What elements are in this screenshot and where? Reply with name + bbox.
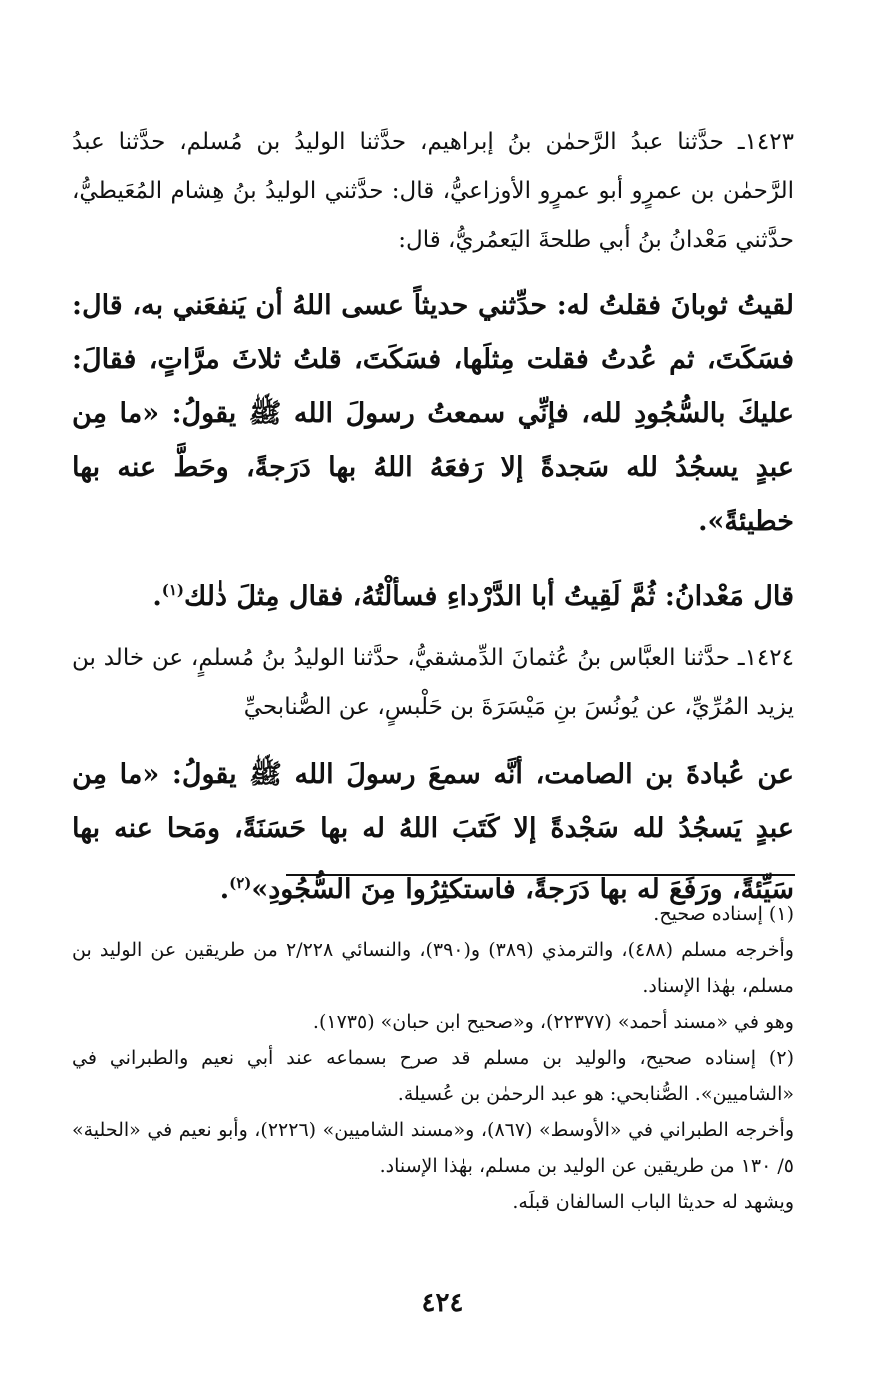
hadith-1423-matn-2-text: قال مَعْدانُ: ثُمَّ لَقِيتُ أبا الدَّرْداءِ فسألْتُهُ، فقال مِثلَ ذٰلك [184, 581, 794, 612]
footnote-divider [286, 874, 795, 876]
footnote-line: (٢) إسناده صحيح، والوليد بن مسلم قد صرح بسماعه عند أبي نعيم والطبراني في «الشاميين». الصُّنابحي: هو عبد الرحمٰن بن عُسيلة. [72, 1047, 794, 1105]
footnote-line: وهو في «مسند أحمد» (٢٢٣٧٧)، و«صحيح ابن حبان» (١٧٣٥). [312, 1011, 794, 1033]
hadith-1424-matn: عن عُبادةَ بن الصامت، أنَّه سمعَ رسولَ الله ﷺ يقولُ: «ما مِن عبدٍ يَسجُدُ لله سَجْدةً إلا كَتَبَ اللهُ له بها حَسَنَةً، ومَحا عنه بها سَيِّئةً، ورَفَعَ له بها دَرَجةً، فاستكثِرُوا مِنَ السُّجُودِ»$^{(٢)}$. [72, 759, 794, 905]
footnote-ref-2: (٢) [229, 874, 252, 892]
footnote-ref-1: (١) [161, 581, 184, 599]
hadith-1423-matn-2: قال مَعْدانُ: ثُمَّ لَقِيتُ أبا الدَّرْداءِ فسألْتُهُ، فقال مِثلَ ذٰلك$^{(١)}$. [152, 581, 794, 612]
footnote-line: وأخرجه الطبراني في «الأوسط» (٨٦٧)، و«مسند الشاميين» (٢٢٢٦)، وأبو نعيم في «الحلية» ٥/ ١٣٠ من طريقين عن الوليد بن مسلم، بهٰذا الإسناد. [72, 1119, 794, 1177]
hadith-1423-isnad: ١٤٢٣ـ حدَّثنا عبدُ الرَّحمٰن بنُ إبراهيم، حدَّثنا الوليدُ بن مُسلم، حدَّثنا عبدُ الرَّحمٰن بن عمرٍو أبو عمرٍو الأوزاعيُّ، قال: حدَّثني الوليدُ بنُ هِشام المُعَيطيُّ، حدَّثني مَعْدانُ بنُ أبي طلحةَ اليَعمُريُّ، قال: [72, 129, 794, 253]
main-text [72, 118, 794, 917]
footnote-line: ويشهد له حديثا الباب السالفان قبلَه. [512, 1191, 794, 1213]
hadith-1424-matn-text: عن عُبادةَ بن الصامت، أنَّه سمعَ رسولَ الله ﷺ يقولُ: «ما مِن عبدٍ يَسجُدُ لله سَجْدةً إلا كَتَبَ اللهُ له بها حَسَنَةً، ومَحا عنه بها سَيِّئةً، ورَفَعَ له بها دَرَجةً، فاستكثِرُوا مِنَ السُّجُودِ» [72, 759, 794, 905]
footnote-line: (١) إسناده صحيح. [653, 903, 794, 925]
page-number: ٤٢٤ [421, 1288, 464, 1318]
footnote-line: وأخرجه مسلم (٤٨٨)، والترمذي (٣٨٩) و(٣٩٠)، والنسائي ٢/٢٢٨ من طريقين عن الوليد بن مسلم، بهٰذا الإسناد. [72, 939, 794, 997]
footnotes [72, 896, 794, 1220]
hadith-1423-matn: لقيتُ ثوبانَ فقلتُ له: حدِّثني حديثاً عسى اللهُ أن يَنفعَني به، قال: فسَكَتَ، ثم عُدتُ فقلت مِثلَها، فسَكَتَ، قلتُ ثلاثَ مرَّاتٍ، فقالَ: عليكَ بالسُّجُودِ لله، فإنِّي سمعتُ رسولَ الله ﷺ يقولُ: «ما مِن عبدٍ يسجُدُ لله سَجدةً إلا رَفعَهُ اللهُ بها دَرَجةً، وحَطَّ عنه بها خطيئةً». [72, 290, 794, 537]
hadith-1424-isnad: ١٤٢٤ـ حدَّثنا العبَّاس بنُ عُثمانَ الدِّمشقيُّ، حدَّثنا الوليدُ بنُ مُسلمٍ، عن خالد بن يزيد المُرِّيِّ، عن يُونُسَ بنِ مَيْسَرَةَ بن حَلْبسٍ، عن الصُّنابحيِّ [72, 645, 794, 720]
